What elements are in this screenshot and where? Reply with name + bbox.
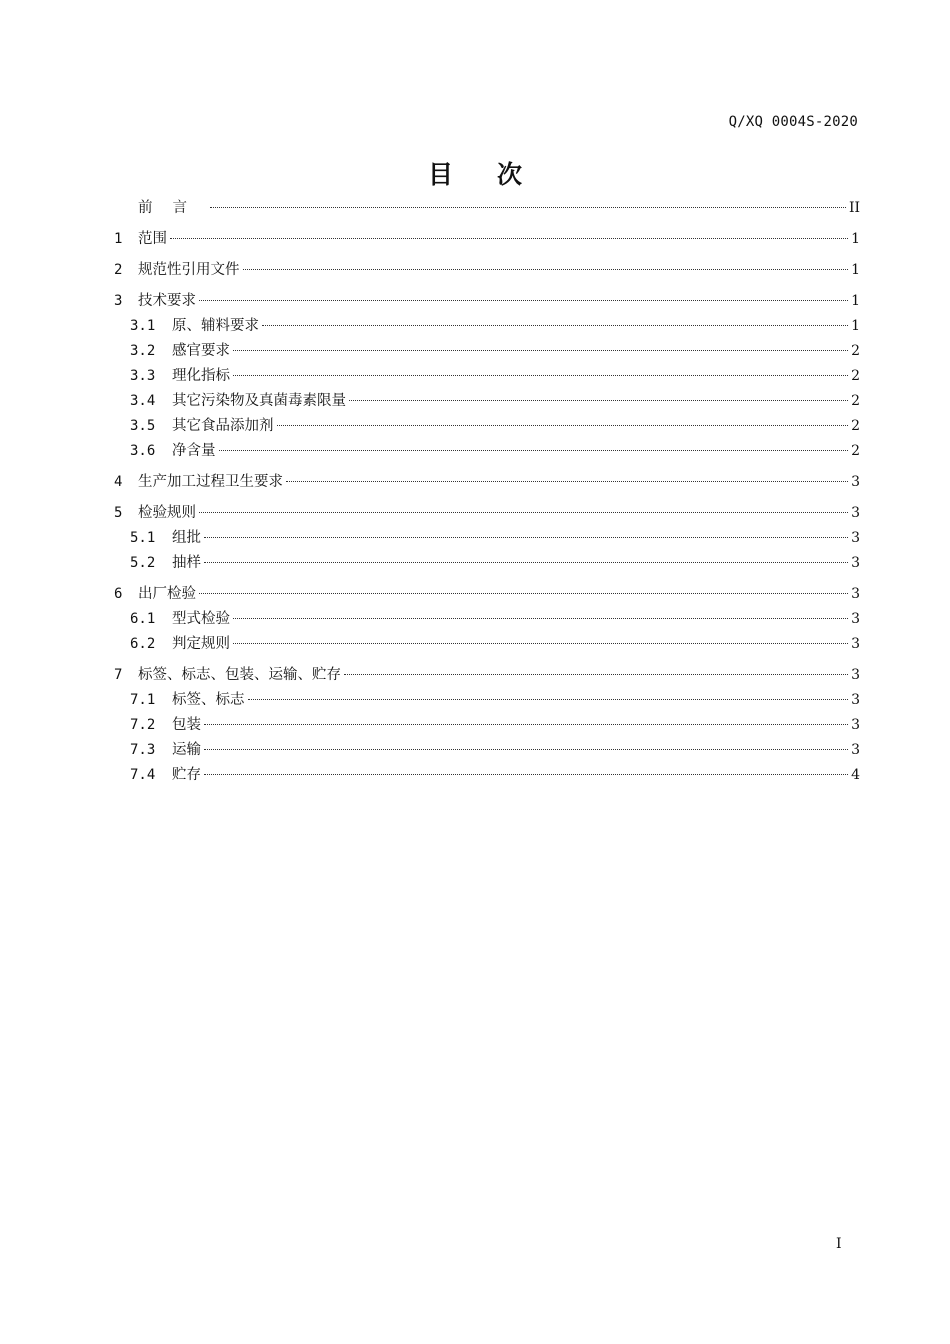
toc-entry-page: 1 [851,318,860,334]
toc-entry-number: 3.1 [130,318,156,334]
toc-entry-page: 3 [851,611,860,627]
toc-title-char-2: 次 [497,160,523,189]
toc-entry[interactable] [114,314,860,339]
toc-entry[interactable] [114,526,860,551]
toc-entry[interactable] [114,258,860,283]
toc-entry[interactable] [114,364,860,389]
toc-entry-number: 7.2 [130,717,156,733]
toc-entry-label: 前言 [138,200,207,216]
toc-entry[interactable] [114,470,860,495]
toc-entry-page: 2 [851,418,860,434]
toc-entry[interactable] [114,501,860,526]
toc-dot-leader [170,238,848,239]
toc-dot-leader [204,562,848,563]
toc-dot-leader [277,425,849,426]
toc-dot-leader [233,350,848,351]
toc-entry-number: 7.4 [130,767,156,783]
toc-entry-number: 3.3 [130,368,156,384]
toc-entry-page: 3 [851,667,860,683]
toc-entry-page: 2 [851,443,860,459]
toc-entry[interactable] [114,582,860,607]
toc-dot-leader [243,269,849,270]
toc-entry[interactable] [114,339,860,364]
toc-entry[interactable] [114,713,860,738]
toc-dot-leader [349,400,848,401]
toc-entry-number: 7.3 [130,742,156,758]
toc-entry[interactable] [114,607,860,632]
toc-dot-leader [233,643,848,644]
toc-entry-label: 范围 [138,231,167,247]
toc-entry-label: 组批 [172,530,201,546]
toc-entry-label: 出厂检验 [138,586,196,602]
toc-entry-number: 5.2 [130,555,156,571]
toc-entry-page: 2 [851,343,860,359]
toc-entry-page: 2 [851,368,860,384]
toc-entry-page: 3 [851,505,860,521]
toc-entry[interactable] [114,663,860,688]
toc-entry-label: 净含量 [172,443,216,459]
toc-entry-page: II [848,200,860,216]
toc-entry-label: 检验规则 [138,505,196,521]
toc-dot-leader [233,375,848,376]
toc-dot-leader [199,512,848,513]
toc-title-char-1: 目 [427,160,453,189]
toc-entry-label: 生产加工过程卫生要求 [138,474,283,490]
toc-entry[interactable] [114,389,860,414]
toc-entry-label: 其它污染物及真菌毒素限量 [172,393,346,409]
toc-entry[interactable] [114,196,860,221]
toc-entry-label: 运输 [172,742,201,758]
toc-dot-leader [204,749,848,750]
toc-entry-page: 3 [851,717,860,733]
toc-entry[interactable] [114,688,860,713]
toc-entry-number: 3 [114,293,123,309]
toc-entry-label: 技术要求 [138,293,196,309]
toc-entry-label: 抽样 [172,555,201,571]
toc-entry-page: 3 [851,474,860,490]
toc-entry-number: 4 [114,474,123,490]
toc-entry-number: 6.1 [130,611,156,627]
toc-entry-label: 标签、标志 [172,692,245,708]
toc-entry-page: 3 [851,692,860,708]
table-of-contents [114,196,860,788]
toc-entry-number: 3.2 [130,343,156,359]
toc-entry-label: 其它食品添加剂 [172,418,274,434]
toc-entry[interactable] [114,763,860,788]
toc-entry-page: 1 [851,262,860,278]
toc-entry-page: 3 [851,586,860,602]
toc-dot-leader [204,774,848,775]
toc-entry-label: 判定规则 [172,636,230,652]
toc-entry[interactable] [114,414,860,439]
toc-entry[interactable] [114,551,860,576]
toc-entry-label: 包装 [172,717,201,733]
toc-entry-number: 3.6 [130,443,156,459]
toc-entry-number: 2 [114,262,123,278]
toc-dot-leader [204,724,848,725]
toc-dot-leader [233,618,848,619]
toc-entry-page: 1 [851,293,860,309]
toc-entry-number: 3.5 [130,418,156,434]
toc-dot-leader [204,537,848,538]
document-code: Q/XQ 0004S-2020 [728,114,858,130]
toc-entry-label: 规范性引用文件 [138,262,240,278]
toc-entry-page: 3 [851,636,860,652]
toc-entry-number: 6 [114,586,123,602]
toc-dot-leader [199,300,848,301]
toc-dot-leader [219,450,849,451]
toc-entry-label: 原、辅料要求 [172,318,259,334]
toc-entry-number: 5 [114,505,123,521]
toc-entry[interactable] [114,738,860,763]
toc-dot-leader [210,207,846,208]
toc-dot-leader [286,481,848,482]
toc-dot-leader [344,674,848,675]
toc-entry-label: 感官要求 [172,343,230,359]
toc-entry-page: 4 [851,767,860,783]
toc-entry-label: 标签、标志、包装、运输、贮存 [138,667,341,683]
toc-entry-number: 5.1 [130,530,156,546]
toc-entry-number: 6.2 [130,636,156,652]
toc-entry[interactable] [114,632,860,657]
toc-entry[interactable] [114,289,860,314]
toc-entry[interactable] [114,227,860,252]
toc-entry-number: 3.4 [130,393,156,409]
toc-entry-page: 1 [851,231,860,247]
toc-entry-page: 3 [851,530,860,546]
toc-entry-page: 2 [851,393,860,409]
toc-entry-number: 7.1 [130,692,156,708]
toc-entry-label: 贮存 [172,767,201,783]
toc-entry[interactable] [114,439,860,464]
toc-title [0,155,950,191]
toc-entry-page: 3 [851,742,860,758]
toc-entry-number: 7 [114,667,123,683]
toc-dot-leader [262,325,848,326]
toc-entry-label: 型式检验 [172,611,230,627]
toc-dot-leader [248,699,849,700]
toc-entry-number: 1 [114,231,123,247]
toc-entry-page: 3 [851,555,860,571]
footer-page-number: I [836,1236,842,1252]
toc-dot-leader [199,593,848,594]
toc-entry-label: 理化指标 [172,368,230,384]
